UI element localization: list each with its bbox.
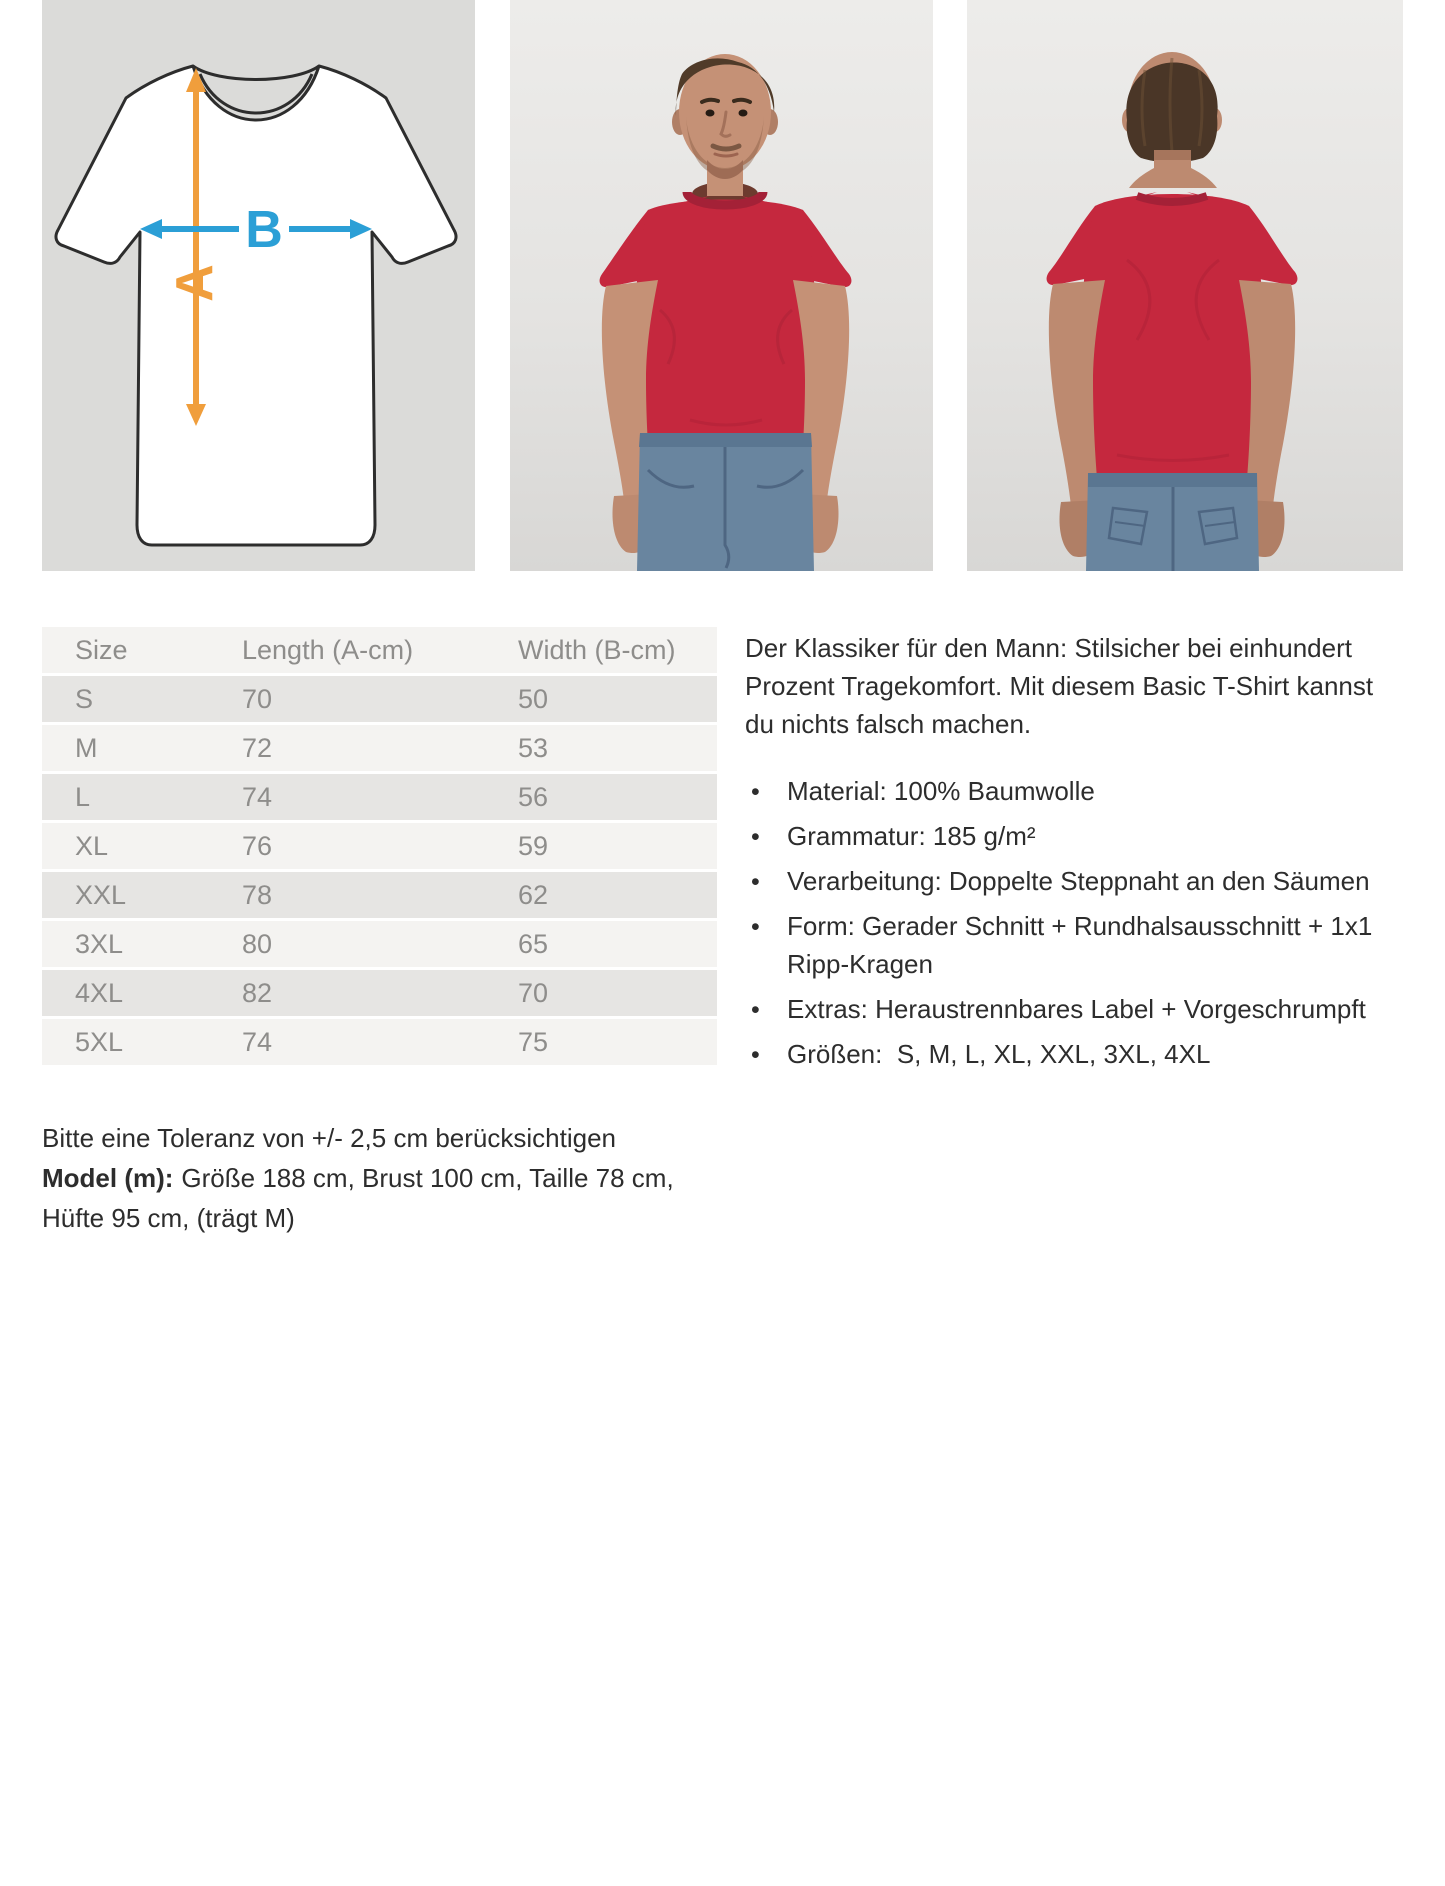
cell-size: XL <box>42 823 242 872</box>
jeans-back <box>1086 473 1259 571</box>
product-description-column <box>745 627 1397 1080</box>
cell-width: 75 <box>518 1019 717 1068</box>
tolerance-note: Bitte eine Toleranz von +/- 2,5 cm berücksichtigen <box>42 1123 616 1153</box>
header-size: Size <box>42 627 242 676</box>
table-row <box>42 676 717 725</box>
cell-width: 53 <box>518 725 717 774</box>
product-images-row <box>0 0 1445 571</box>
feature-material: • Material: 100% Baumwolle <box>745 772 1397 810</box>
model-back-photo <box>967 0 1403 571</box>
details-section <box>0 627 1445 1238</box>
cell-width: 59 <box>518 823 717 872</box>
description-intro: Der Klassiker für den Mann: Stilsicher bei einhundert Prozent Tragekomfort. Mit diesem Basic T-Shirt kannst du nichts falsch machen. <box>745 633 1374 739</box>
cell-length: 76 <box>242 823 518 872</box>
table-row <box>42 872 717 921</box>
cell-size: 3XL <box>42 921 242 970</box>
cell-length: 74 <box>242 1019 518 1068</box>
model-info-label: Model (m): <box>42 1163 174 1193</box>
table-row <box>42 823 717 872</box>
jeans-front <box>637 433 814 571</box>
measurement-notes <box>42 1118 717 1238</box>
model-back-illustration <box>967 0 1403 571</box>
feature-grammage: • Grammatur: 185 g/m² <box>745 817 1397 855</box>
size-table-column <box>42 627 717 1238</box>
model-front-illustration <box>510 0 933 571</box>
cell-length: 74 <box>242 774 518 823</box>
feature-extras: • Extras: Heraustrennbares Label + Vorgeschrumpft <box>745 990 1397 1028</box>
cell-length: 80 <box>242 921 518 970</box>
model-front-photo <box>510 0 933 571</box>
cell-length: 70 <box>242 676 518 725</box>
label-a: A <box>166 264 224 302</box>
size-diagram-image <box>42 0 475 571</box>
cell-width: 70 <box>518 970 717 1019</box>
table-row <box>42 774 717 823</box>
feature-sizes: • Größen: S, M, L, XL, XXL, 3XL, 4XL <box>745 1035 1397 1073</box>
size-table-header-row <box>42 627 717 676</box>
header-width: Width (B-cm) <box>518 627 717 676</box>
cell-size: M <box>42 725 242 774</box>
cell-width: 56 <box>518 774 717 823</box>
size-table <box>42 627 717 1068</box>
cell-size: 4XL <box>42 970 242 1019</box>
header-length: Length (A-cm) <box>242 627 518 676</box>
cell-size: XXL <box>42 872 242 921</box>
cell-width: 50 <box>518 676 717 725</box>
cell-width: 65 <box>518 921 717 970</box>
model-info <box>42 1158 717 1238</box>
feature-list <box>745 772 1397 1073</box>
tshirt-measurement-diagram <box>42 0 475 571</box>
label-b: B <box>245 201 283 259</box>
cell-width: 62 <box>518 872 717 921</box>
cell-length: 72 <box>242 725 518 774</box>
cell-length: 82 <box>242 970 518 1019</box>
feature-form: • Form: Gerader Schnitt + Rundhalsausschnitt + 1x1 Ripp-Kragen <box>745 907 1397 983</box>
table-row <box>42 1019 717 1068</box>
model-info-details: Größe 188 cm, Brust 100 cm, Taille 78 cm, Hüfte 95 cm, (trägt M) <box>42 1163 674 1233</box>
cell-length: 78 <box>242 872 518 921</box>
cell-size: S <box>42 676 242 725</box>
feature-workmanship: • Verarbeitung: Doppelte Steppnaht an den Säumen <box>745 862 1397 900</box>
table-row <box>42 725 717 774</box>
table-row <box>42 970 717 1019</box>
table-row <box>42 921 717 970</box>
cell-size: L <box>42 774 242 823</box>
cell-size: 5XL <box>42 1019 242 1068</box>
